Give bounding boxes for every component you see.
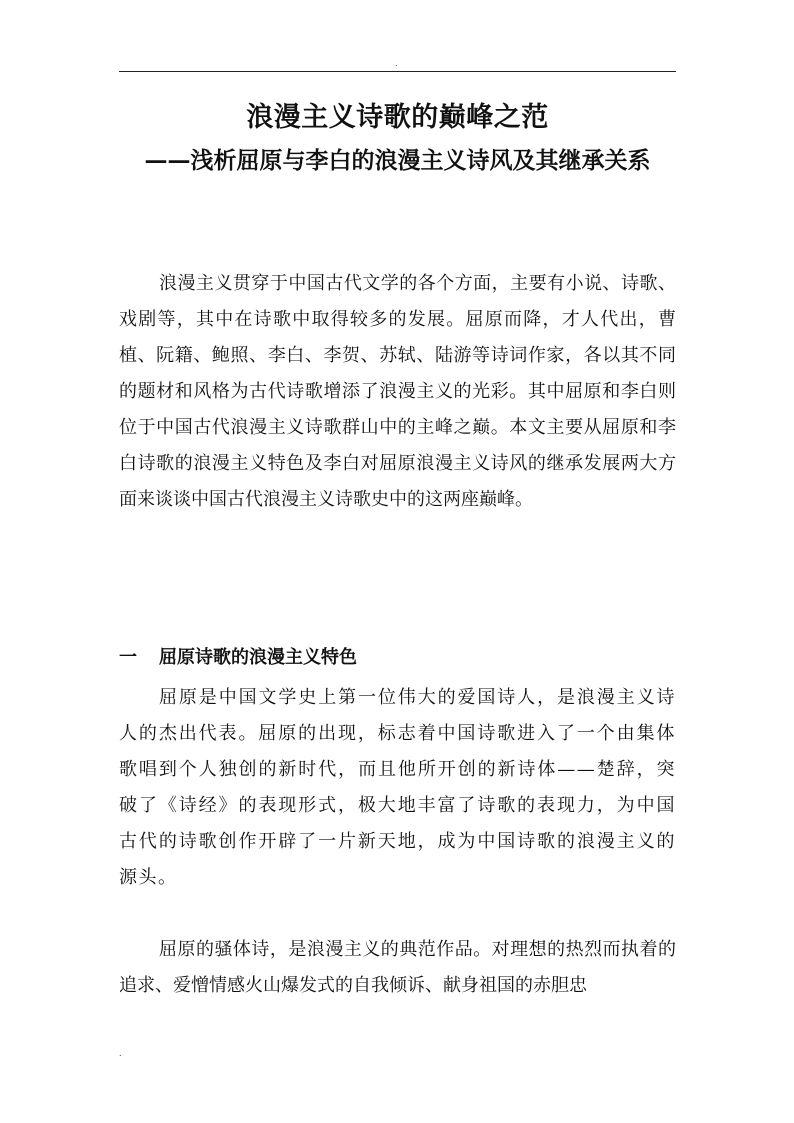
footer-mark: .	[119, 1049, 122, 1058]
body-paragraph: 屈原的骚体诗，是浪漫主义的典范作品。对理想的热烈而执着的追求、爱憎情感火山爆发式的自我倾诉、献身祖国的赤胆忠	[119, 939, 676, 996]
header-rule	[119, 71, 676, 72]
document-title: 浪漫主义诗歌的巅峰之范	[246, 102, 549, 133]
header-mark: .	[395, 59, 398, 68]
intro-paragraph: 浪漫主义贯穿于中国古代文学的各个方面，主要有小说、诗歌、戏剧等，其中在诗歌中取得较多的发展。屈原而降，才人代出，曹植、阮籍、鲍照、李白、李贺、苏轼、陆游等诗词作家，各以其不同的题材和风格为古代诗歌增添了浪漫主义的光彩。其中屈原和李白则位于中国古代浪漫主义诗歌群山中的主峰之巅。本文主要从屈原和李白诗歌的浪漫主义特色及李白对屈原浪漫主义诗风的继承发展两大方面来谈谈中国古代浪漫主义诗歌史中的这两座巅峰。	[119, 273, 676, 510]
section-heading	[119, 644, 676, 672]
body-paragraph: 屈原是中国文学史上第一位伟大的爱国诗人，是浪漫主义诗人的杰出代表。屈原的出现，标志着中国诗歌进入了一个由集体歌唱到个人独创的新时代，而且他所开创的新诗体——楚辞，突破了《诗经》的表现形式，极大地丰富了诗歌的表现力，为中国古代的诗歌创作开辟了一片新天地，成为中国诗歌的浪漫主义的源头。	[119, 687, 676, 888]
section-number: 一	[119, 647, 137, 668]
section-title: 屈原诗歌的浪漫主义特色	[159, 647, 357, 668]
document-subtitle: ——浅析屈原与李白的浪漫主义诗风及其继承关系	[144, 147, 651, 174]
